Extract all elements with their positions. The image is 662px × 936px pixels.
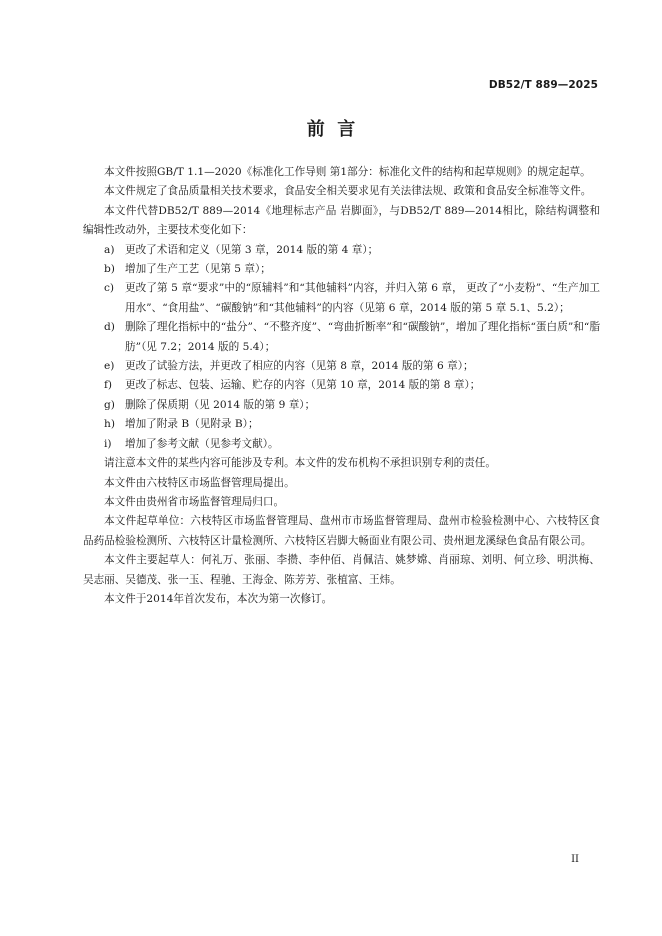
list-text: 增加了附录 B（见附录 B）； xyxy=(125,418,259,431)
list-text: 更改了第 5 章“要求”中的“原辅料”和“其他辅料”内容，并归入第 6 章， 更改了“小麦粉”、“生产加工用水”、“食用盐”、“碳酸钠”和“其他辅料”的内容（见第 6 章，2014 版的第 5 章 5.1、5.2）； xyxy=(125,282,600,314)
list-text: 删除了保质期（见 2014 版的第 9 章）； xyxy=(125,398,316,411)
drafters: 本文件主要起草人：何礼万、张丽、李攒、李仲佰、肖佩洁、姚梦嫦、肖丽琼、刘明、何立珍、明洪梅、吴志丽、吴德茂、张一玉、程驰、王海金、陈芳芳、张植富、王炜。 xyxy=(83,554,600,586)
list-item xyxy=(83,318,600,357)
list-marker: f) xyxy=(104,379,113,392)
list-text: 增加了参考文献（见参考文献）。 xyxy=(125,437,279,450)
list-marker: d) xyxy=(104,321,115,334)
list-text: 更改了标志、包装、运输、贮存的内容（见第 10 章，2014 版的第 8 章）； xyxy=(125,379,481,392)
list-item xyxy=(83,435,600,454)
intro-paragraph: 本文件规定了食品质量相关技术要求，食品安全相关要求见有关法律法规、政策和食品安全标准等文件。 xyxy=(104,185,592,198)
list-marker: c) xyxy=(104,282,115,295)
list-item xyxy=(83,357,600,376)
intro-paragraph: 本文件按照GB/T 1.1—2020《标准化工作导则 第1部分：标准化文件的结构和起草规则》的规定起草。 xyxy=(104,166,591,178)
list-marker: i) xyxy=(104,437,112,450)
list-item xyxy=(83,396,600,415)
list-marker: b) xyxy=(104,263,115,276)
list-text: 更改了试验方法，并更改了相应的内容（见第 8 章，2014 版的第 6 章）； xyxy=(125,360,474,373)
intro-paragraph: 本文件代替DB52/T 889—2014《地理标志产品 岩脚面》，与DB52/T 889—2014相比，除结构调整和编辑性改动外，主要技术变化如下： xyxy=(83,204,600,237)
list-marker: h) xyxy=(104,418,115,431)
list-marker: e) xyxy=(104,360,115,373)
change-list xyxy=(83,241,600,454)
list-item xyxy=(83,415,600,434)
list-text: 删除了理化指标中的“盐分”、“不整齐度”、“弯曲折断率”和“碳酸钠”，增加了理化指标“蛋白质”和“脂肪”（见 7.2；2014 版的 5.4）； xyxy=(125,321,600,353)
list-item xyxy=(83,279,600,318)
page-title: 前 言 xyxy=(306,119,356,140)
proposer-statement: 本文件由六枝特区市场监督管理局提出。 xyxy=(104,476,295,489)
centralized-unit-statement: 本文件由贵州省市场监督管理局归口。 xyxy=(104,495,285,508)
list-item xyxy=(83,241,600,260)
foreword-body xyxy=(83,163,600,609)
revision-history: 本文件于2014年首次发布，本次为第一次修订。 xyxy=(104,592,333,605)
list-text: 更改了术语和定义（见第 3 章，2014 版的第 4 章）； xyxy=(125,243,379,256)
page-number: II xyxy=(571,854,579,865)
standard-code: DB52/T 889—2025 xyxy=(488,79,598,91)
list-text: 增加了生产工艺（见第 5 章）； xyxy=(125,263,271,276)
drafting-units: 本文件起草单位：六枝特区市场监督管理局、盘州市市场监督管理局、盘州市检验检测中心、六枝特区食品药品检验检测所、六枝特区计量检测所、六枝特区岩脚大畅面业有限公司、贵州迴龙溪绿色食品有限公司。 xyxy=(83,515,600,547)
list-marker: a) xyxy=(104,243,115,256)
list-item xyxy=(83,260,600,279)
list-item xyxy=(83,376,600,395)
patent-notice: 请注意本文件的某些内容可能涉及专利。本文件的发布机构不承担识别专利的责任。 xyxy=(104,457,496,470)
list-marker: g) xyxy=(104,398,115,411)
